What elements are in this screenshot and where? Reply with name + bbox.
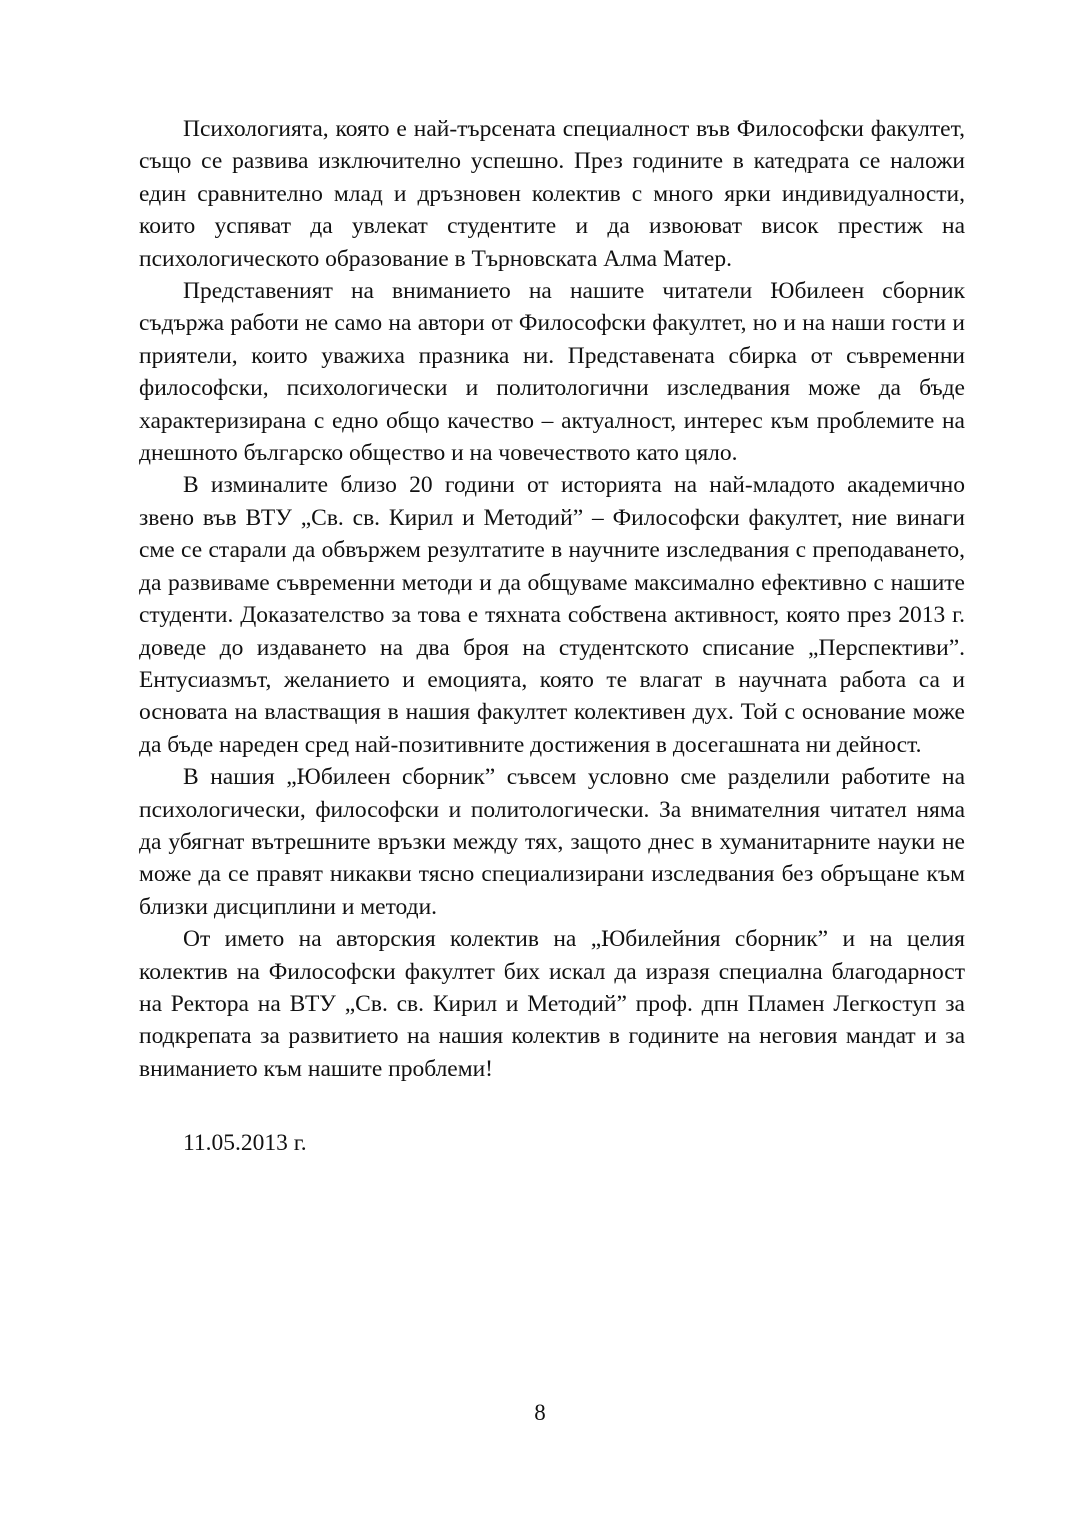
paragraph-collection-structure: В нашия „Юбилеен сборник” съвсем условно сме разделили работите на психологически, философски и политологически. За внимателния читател няма да убягнат вътрешните връзки между тях, защото днес в хуманитарните науки не може да се правят никакви тясно специализирани изследвания без обръщане към близки дисциплини и методи.: [139, 764, 965, 920]
paragraph-acknowledgement: От името на авторския колектив на „Юбилейния сборник” и на целия колектив на Философски факултет бих искал да изразя специална благодарност на Ректора на ВТУ „Св. св. Кирил и Методий” проф. дпн Пламен Легкоступ за подкрепата за развитието на нашия колектив в годините на неговия мандат и за вниманието към нашите проблеми!: [139, 926, 965, 1082]
paragraph-psychology: Психологията, която е най-търсената специалност във Философски факултет, също се развива изключително успешно. През годините в катедрата се наложи един сравнително млад и дръзновен колектив с много ярки индивидуалности, които успяват да увлекат студентите и да извоюват висок престиж на психологическото образование в Търновската Алма Матер.: [139, 116, 965, 272]
body-text: [139, 113, 965, 1085]
paragraph-collection-intro: Представеният на вниманието на нашите читатели Юбилеен сборник съдържа работи не само на автори от Философски факултет, но и на наши гости и приятели, които уважиха празника ни. Представената сбирка от съвременни философски, психологически и политологични изследвания може да бъде характеризирана с едно общо качество – актуалност, интерес към проблемите на днешното българско общество и на човечеството като цяло.: [139, 278, 965, 467]
page-number: 8: [534, 1400, 546, 1425]
paragraph-faculty-history: В изминалите близо 20 години от историята на най-младото академично звено във ВТУ „Св. св. Кирил и Методий” – Философски факултет, ние винаги сме се старали да обвържем резултатите в научните изследвания с преподаването, да развиваме съвременни методи и да общуваме максимално ефективно с нашите студенти. Доказателство за това е тяхната собствена активност, която през 2013 г. доведе до издаването на два броя на студентското списание „Перспективи”. Ентусиазмът, желанието и емоцията, която те влагат в научната работа са и основата на властващия в нашия факултет колективен дух. Той с основание може да бъде нареден сред най-позитивните достижения в досегашната ни дейност.: [139, 472, 965, 758]
document-date: 11.05.2013 г.: [183, 1130, 307, 1156]
